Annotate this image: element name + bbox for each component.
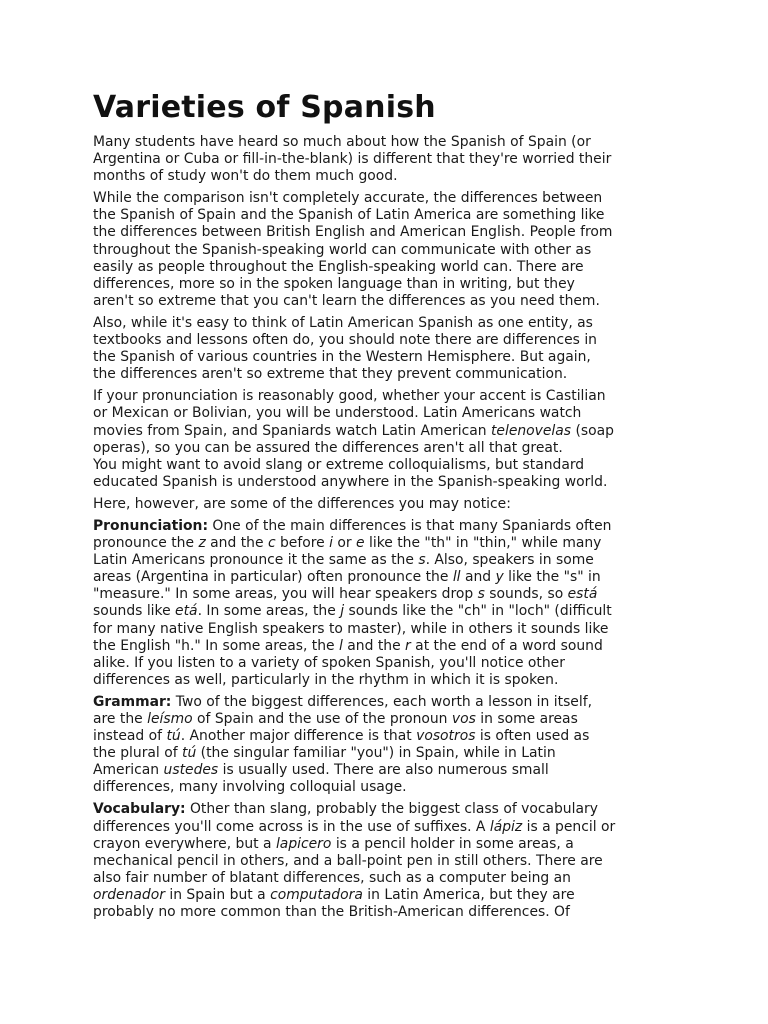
text-run: . Another major difference is that xyxy=(180,728,417,745)
text-run: crayon everywhere, but a xyxy=(93,835,276,852)
italic-term: y xyxy=(495,569,504,586)
text-run: areas (Argentina in particular) often pronounce the xyxy=(93,569,453,586)
text-line xyxy=(93,745,683,762)
text-line xyxy=(93,405,683,422)
text-run: the English "h." In some areas, the xyxy=(93,637,339,654)
text-run: the differences between British English and American English. People from xyxy=(93,224,613,241)
italic-term: s xyxy=(477,586,485,603)
text-run: differences, many involving colloquial usage. xyxy=(93,779,407,796)
text-line xyxy=(93,819,683,836)
text-run: mechanical pencil in others, and a ball-point pen in still others. There are xyxy=(93,852,603,869)
italic-term: c xyxy=(267,535,276,552)
body-paragraph xyxy=(93,801,683,921)
text-run: in Latin America, but they are xyxy=(362,886,575,903)
text-run: in some areas xyxy=(475,711,578,727)
text-line xyxy=(93,586,683,603)
text-run: Many students have heard so much about how the Spanish of Spain (or xyxy=(93,134,591,150)
body-paragraph xyxy=(93,315,683,383)
text-run: before xyxy=(275,535,330,552)
text-line xyxy=(93,190,683,207)
italic-term: i xyxy=(329,535,333,552)
section-label: Grammar: xyxy=(93,693,172,710)
text-line xyxy=(93,621,683,638)
text-run: sounds, so xyxy=(484,586,568,603)
text-line xyxy=(93,853,683,870)
italic-term: etá xyxy=(175,603,198,620)
text-line xyxy=(93,224,683,241)
text-run: also fair number of blatant differences, such as a computer being an xyxy=(93,869,571,886)
text-run: educated Spanish is understood anywhere in the Spanish-speaking world. xyxy=(93,473,608,490)
text-run: in Spain but a xyxy=(164,886,271,903)
text-line xyxy=(93,672,683,689)
italic-term: z xyxy=(198,535,206,552)
document-title: Varieties of Spanish xyxy=(93,90,436,125)
text-run: aren't so extreme that you can't learn the differences as you need them. xyxy=(93,292,600,309)
text-run: differences you'll come across is in the use of suffixes. A xyxy=(93,818,490,835)
text-run: is usually used. There are also numerous small xyxy=(218,762,549,779)
text-line xyxy=(93,366,683,383)
text-run: is often used as xyxy=(475,728,590,745)
text-run: alike. If you listen to a variety of spoken Spanish, you'll notice other xyxy=(93,654,565,671)
body-paragraph xyxy=(93,388,683,491)
italic-term: e xyxy=(356,535,365,552)
text-line xyxy=(93,332,683,349)
text-run: probably no more common than the British-American differences. Of xyxy=(93,904,570,921)
text-line xyxy=(93,694,683,711)
text-run: (soap xyxy=(571,422,614,439)
text-line xyxy=(93,535,683,552)
text-run: Argentina or Cuba or fill-in-the-blank) is different that they're worried their xyxy=(93,151,612,168)
text-run: of Spain and the use of the pronoun xyxy=(192,711,452,727)
text-line xyxy=(93,779,683,796)
text-run: and xyxy=(460,569,496,586)
text-line xyxy=(93,457,683,474)
text-line xyxy=(93,474,683,491)
text-line xyxy=(93,259,683,276)
text-run: differences, more so in the spoken language than in writing, but they xyxy=(93,275,575,292)
text-run: and the xyxy=(342,637,406,654)
text-run: the Spanish of Spain and the Spanish of Latin America are something like xyxy=(93,207,605,224)
text-line xyxy=(93,569,683,586)
text-run: movies from Spain, and Spaniards watch Latin American xyxy=(93,422,491,439)
text-line xyxy=(93,801,683,818)
text-line xyxy=(93,655,683,672)
italic-term: vosotros xyxy=(416,728,476,745)
italic-term: s xyxy=(418,552,426,569)
italic-term: r xyxy=(405,637,411,654)
text-run: or Mexican or Bolivian, you will be understood. Latin Americans watch xyxy=(93,405,582,422)
text-run: Also, while it's easy to think of Latin American Spanish as one entity, as xyxy=(93,314,593,331)
text-line xyxy=(93,711,683,728)
italic-term: lapicero xyxy=(275,835,332,852)
text-run: months of study won't do them much good. xyxy=(93,168,398,185)
italic-term: j xyxy=(340,603,345,620)
text-run: the plural of xyxy=(93,745,182,762)
body-paragraph xyxy=(93,496,683,513)
text-run: for many native English speakers to master), while in others it sounds like xyxy=(93,620,609,637)
italic-term: tú xyxy=(166,728,181,745)
text-line xyxy=(93,388,683,405)
text-line xyxy=(93,887,683,904)
text-run: easily as people throughout the English-speaking world can. There are xyxy=(93,258,584,275)
text-line xyxy=(93,518,683,535)
text-run: differences as well, particularly in the rhythm in which it is spoken. xyxy=(93,671,559,688)
text-line xyxy=(93,836,683,853)
text-line xyxy=(93,870,683,887)
text-run: American xyxy=(93,762,164,779)
text-run: "measure." In some areas, you will hear speakers drop xyxy=(93,586,478,603)
text-run: at the end of a word sound xyxy=(410,637,603,654)
text-run: is a pencil or xyxy=(522,818,616,835)
italic-term: ll xyxy=(452,569,461,586)
text-run: (the singular familiar "you") in Spain, while in Latin xyxy=(196,745,556,762)
text-line xyxy=(93,315,683,332)
text-run: textbooks and lessons often do, you should note there are differences in xyxy=(93,332,597,349)
italic-term: vos xyxy=(451,711,476,727)
text-line xyxy=(93,762,683,779)
body-paragraph xyxy=(93,518,683,689)
italic-term: ustedes xyxy=(163,762,219,779)
text-run: pronounce the xyxy=(93,535,199,552)
text-line xyxy=(93,638,683,655)
text-run: If your pronunciation is reasonably good, whether your accent is Castilian xyxy=(93,388,606,405)
text-run: Two of the biggest differences, each worth a lesson in itself, xyxy=(171,693,593,710)
text-run: sounds like the "ch" in "loch" (difficult xyxy=(344,603,612,620)
text-run: like the "th" in "thin," while many xyxy=(364,535,602,552)
text-run: instead of xyxy=(93,728,167,745)
text-line xyxy=(93,276,683,293)
text-run: . In some areas, the xyxy=(197,603,341,620)
italic-term: ordenador xyxy=(93,886,165,903)
italic-term: está xyxy=(567,586,598,603)
text-run: is a pencil holder in some areas, a xyxy=(331,835,574,852)
body-paragraph xyxy=(93,134,683,185)
text-line xyxy=(93,603,683,620)
body-paragraph xyxy=(93,694,683,797)
text-line xyxy=(93,904,683,921)
text-run: Latin Americans pronounce it the same as the xyxy=(93,552,419,569)
text-run: like the "s" in xyxy=(503,569,601,586)
text-run: While the comparison isn't completely accurate, the differences between xyxy=(93,190,603,207)
text-run: Here, however, are some of the differences you may notice: xyxy=(93,495,511,512)
italic-term: computadora xyxy=(270,886,363,903)
text-line xyxy=(93,496,683,513)
document-body xyxy=(93,134,683,921)
italic-term: leísmo xyxy=(147,711,193,727)
text-line xyxy=(93,440,683,457)
text-line xyxy=(93,728,683,745)
text-run: sounds like xyxy=(93,603,176,620)
text-run: and the xyxy=(205,535,268,552)
text-line xyxy=(93,423,683,440)
italic-term: tú xyxy=(182,745,197,762)
italic-term: l xyxy=(339,637,343,654)
text-run: One of the main differences is that many Spaniards often xyxy=(208,517,612,534)
section-label: Pronunciation: xyxy=(93,517,208,534)
text-run: the differences aren't so extreme that they prevent communication. xyxy=(93,366,568,383)
text-run: or xyxy=(332,535,357,552)
italic-term: lápiz xyxy=(489,818,523,835)
document-page xyxy=(93,88,683,926)
text-line xyxy=(93,151,683,168)
text-run: throughout the Spanish-speaking world can communicate with other as xyxy=(93,241,592,258)
text-run: the Spanish of various countries in the Western Hemisphere. But again, xyxy=(93,349,591,366)
text-run: You might want to avoid slang or extreme colloquialisms, but standard xyxy=(93,456,585,473)
text-line xyxy=(93,293,683,310)
text-run: operas), so you can be assured the differences aren't all that great. xyxy=(93,439,563,456)
text-line xyxy=(93,168,683,185)
text-run: Other than slang, probably the biggest class of vocabulary xyxy=(185,801,598,818)
text-line xyxy=(93,349,683,366)
text-line xyxy=(93,207,683,224)
text-line xyxy=(93,552,683,569)
text-run: . Also, speakers in some xyxy=(425,552,594,569)
section-label: Vocabulary: xyxy=(93,801,186,818)
body-paragraph xyxy=(93,190,683,310)
text-line xyxy=(93,242,683,259)
italic-term: telenovelas xyxy=(490,422,572,439)
text-line xyxy=(93,134,683,151)
text-run: are the xyxy=(93,711,148,727)
